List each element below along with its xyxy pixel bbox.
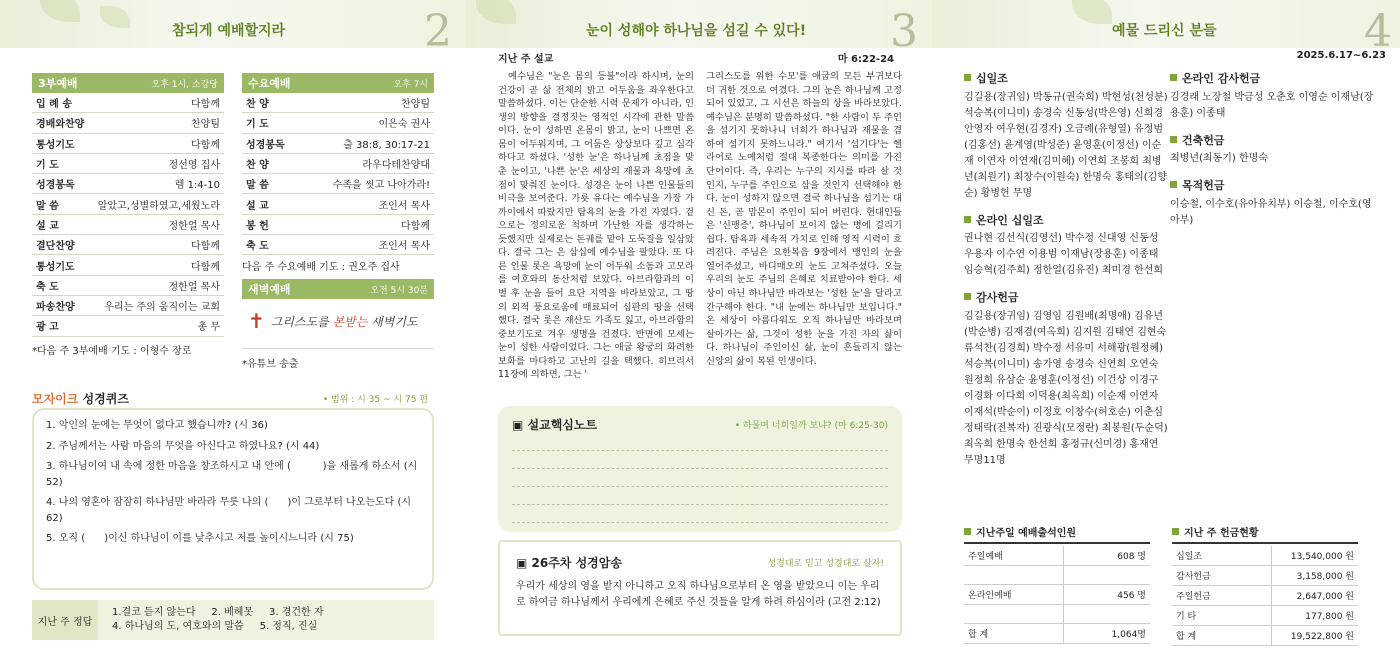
offering-section	[1170, 70, 1374, 122]
summary-value	[1064, 605, 1150, 623]
note-line	[512, 469, 888, 487]
page-3	[466, 0, 932, 662]
worship-row	[32, 154, 224, 174]
worship-item-label: 성경봉독	[246, 139, 285, 151]
worship-item-label: 봉 헌	[246, 220, 269, 232]
worship-item-value: 조인서 목사	[378, 241, 430, 253]
summary-label	[964, 566, 1064, 584]
worship-item-value: 정한얼 목사	[168, 220, 220, 232]
page-number: 2	[424, 6, 452, 57]
offering-col-left	[964, 70, 1170, 479]
offering-section-label: 건축헌금	[1182, 133, 1225, 147]
worship-item-value: 총 무	[197, 322, 220, 334]
wed-name: 수요예배	[248, 77, 291, 90]
worship-row	[32, 316, 224, 336]
worship-item-value: 수족을 씻고 나아가라!	[332, 180, 430, 192]
note-line	[512, 487, 888, 505]
offering-names: 김길용(장귀임) 김영임 김원배(최명애) 김유년(박순병) 김재겸(여옥희) 김지원 김태연 김현숙 류석찬(김경희) 박수정 서유미 서해광(원정혜) 석승복(이니미) 송가영 송경숙 신연희 오연숙 원정희 유삼순 윤영훈(이정선) 이건상 이경구 이경화 이다희 이덕용(최옥희) 이순재 이연자 이재석(박순이) 이정호 이창수(허호순) 이춘심 정태락(전복자) 진광식(모정란) 최봉원(두순덕) 최옥희 한명숙 한선희 홍정규(신미경) 홍재연 무명11명	[964, 310, 1168, 466]
answer-box	[32, 600, 434, 640]
sunday3-header	[32, 73, 224, 93]
summary-value: 13,540,000 원	[1290, 552, 1354, 562]
quiz-range: • 범위 : 시 35 ~ 시 75 편	[322, 395, 428, 405]
leaf-decoration	[476, 0, 516, 24]
summary-label: 온라인예배	[964, 585, 1064, 604]
cross-icon: ✝	[248, 309, 265, 334]
worship-item-value: 라우다테찬양대	[362, 160, 430, 172]
summary-value: 2,647,000 원	[1296, 592, 1354, 602]
summary-label: 감사헌금	[1172, 566, 1272, 585]
offering-section	[964, 70, 1170, 202]
sermon-ref: 마 6:22-24	[837, 54, 894, 65]
worship-item-label: 광 고	[36, 322, 59, 334]
worship-item-label: 경배와찬양	[36, 119, 85, 131]
worship-item-label: 입 례 송	[36, 99, 72, 111]
offering-names: 이승철, 이수호(유아유치부) 이승철, 이수호(영아부)	[1170, 198, 1372, 226]
offering-title: 지난 주 헌금현황	[1172, 524, 1358, 544]
worship-item-label: 파송찬양	[36, 302, 75, 314]
quiz-item: 1. 악인의 눈에는 무엇이 없다고 했습니까? (시 36)	[46, 420, 268, 431]
logo-text-a: 그리스도를	[270, 314, 333, 329]
summary-row	[964, 546, 1150, 566]
worship-item-value: 다함께	[191, 139, 220, 151]
worship-item-label: 기 도	[36, 160, 59, 172]
summary-row	[1172, 566, 1358, 586]
offering-section-label: 온라인 십일조	[976, 213, 1044, 227]
summary-value	[1064, 566, 1150, 584]
page-header	[0, 0, 466, 57]
worship-row	[242, 174, 434, 194]
offering-period: 2025.6.17~6.23	[1296, 50, 1386, 61]
note-box	[498, 406, 902, 532]
quiz-title: 성경퀴즈	[78, 392, 129, 406]
page-4	[932, 0, 1400, 662]
summary-label: 주일예배	[964, 546, 1064, 565]
quiz-item: 5. 오직 ( )이신 하나님이 이를 낮추시고 저를 높이시느니라 (시 75)	[46, 533, 354, 544]
quiz-box	[32, 408, 434, 590]
memo-slogan: 성경대로 믿고 성경대로 살자!	[767, 559, 884, 569]
quiz-item: 2. 주님께서는 사람 마음의 무엇을 아신다고 하였나요? (시 44)	[46, 440, 320, 452]
answer-line: 1.결코 듣지 않는다 2. 베헤못 3. 경건한 자	[112, 607, 324, 618]
offering-section-title	[964, 289, 1170, 307]
worship-row	[242, 235, 434, 255]
summary-value: 19,522,800 원	[1290, 632, 1354, 642]
worship-row	[32, 113, 224, 133]
offering-section-title	[1170, 70, 1374, 88]
sunday3-name: 3부예배	[38, 77, 78, 90]
offering-col-right	[1170, 70, 1374, 239]
leaf-decoration	[100, 6, 130, 28]
worship-item-value: 정한얼 목사	[168, 281, 220, 293]
offering-section-title	[1170, 177, 1374, 195]
sunday3-note: *다음 주 3부예배 기도 : 이형수 장로	[32, 345, 192, 357]
worship-item-value: 정선영 집사	[168, 160, 220, 172]
note-question: • 하물며 너희일까 보냐? (마 6:25-30)	[734, 421, 888, 431]
offering-section-title	[964, 70, 1170, 88]
page-number: 4	[1364, 6, 1392, 57]
summary-row	[964, 605, 1150, 624]
wed-header	[242, 73, 434, 93]
worship-item-label: 설 교	[246, 200, 269, 212]
wed-rows	[242, 93, 434, 255]
worship-item-label: 설 교	[36, 220, 59, 232]
summary-value: 3,158,000 원	[1296, 572, 1354, 582]
worship-item-label: 말 씀	[36, 200, 59, 212]
sunday3-rows	[32, 93, 224, 337]
offering-section-label: 목적헌금	[1182, 179, 1225, 193]
summary-row	[1172, 546, 1358, 566]
worship-row	[242, 194, 434, 214]
summary-label	[964, 605, 1064, 623]
worship-item-label: 찬 양	[246, 160, 269, 172]
worship-item-label: 말 씀	[246, 180, 269, 192]
worship-item-label: 축 도	[246, 241, 269, 253]
offering-section-label: 온라인 감사헌금	[1182, 72, 1261, 85]
memo-text: 우리가 세상의 영을 받지 아니하고 오직 하나님으로부터 온 영을 받았으니 이는 우리로 하여금 하나님께서 우리에게 은혜로 주신 것들을 알게 하려 하심이라 (고전 2:12)	[516, 581, 881, 608]
summary-label: 합 계	[964, 624, 1064, 643]
dawn-note: *유튜브 송출	[242, 348, 434, 370]
dawn-header	[242, 279, 434, 299]
offering-names: 최병년(최동기) 한명숙	[1170, 153, 1268, 165]
dawn-time: 오전 5시 30분	[370, 285, 428, 296]
worship-row	[32, 93, 224, 113]
sermon-col-1: 예수님은 "눈은 몸의 등불"이라 하시며, 눈의 건강이 곧 삶 전체의 밝고 어두움을 좌우한다고 말씀하셨다. 이는 단순한 시력 문제가 아니라, 인생의 방향을 결정짓는 영적인 시각에 관한 말씀이다. 눈이 성하면 온몸이 밝고, 눈이 나쁘면 온몸이 어두워지며, 그 어둠은 상상보다 깊고 심각하다고 하셨다. '성한 눈'은 하나님께 초점을 맞춘 눈이고, '나쁜 눈'은 세상의 재물과 욕망에 초점이 맞춰진 눈이다. 성경은 눈이 나쁜 인물들의 비극을 보여준다. 가룟 유다는 예수님을 가장 가까이에서 따랐지만 탐욕의 눈을 가진 자였다. 겉으로는 정의로운 척하며 가난한 자를 생각하는 듯했지만 실제로는 돈궤를 맡아 도둑질을 일삼았다. 결국 그는 은 삼십에 예수님을 팔았다. 또 다른 인물 롯은 욕망에 눈이 어두워 소돔과 고모라를 여호와의 동산처럼 보았다. 아브라함과의 이별 후 눈을 들어 요단 지역을 바라보았고, 그 땅의 외적 풍요로움에 매료되어 심판의 땅을 선택했다. 결국 롯은 재산도 가족도 잃고, 아브라함의 중보기도로 겨우 생명을 건졌다. 반면에 모세는 눈이 성한 사람이었다. 그는 애굽 왕궁의 화려한 보화를 마다하고 고난의 길을 택했다. 히브리서 11장에 의하면, 그는 '	[498, 71, 694, 381]
worship-item-value: 다함께	[401, 220, 430, 232]
offering-table	[1172, 524, 1358, 646]
worship-row	[32, 194, 224, 214]
worship-item-label: 결단찬양	[36, 241, 75, 253]
offering-names: 권나현 김선식(김영선) 박수정 신대영 신동성 우용자 이수연 이용범 이재남(장용훈) 이종태 임승혁(김주희) 정한얼(김유진) 최미경 한선희	[964, 233, 1164, 277]
worship-item-value: 우리는 주의 움직이는 교회	[104, 302, 220, 314]
page-title: 예물 드리신 분들	[1112, 23, 1217, 39]
quiz-header	[32, 390, 428, 407]
wed-note: 다음 주 수요예배 기도 : 권오주 집사	[242, 262, 400, 274]
summary-value: 177,800 원	[1305, 612, 1354, 622]
answer-text	[98, 606, 324, 634]
dawn-name: 새벽예배	[248, 283, 291, 297]
summary-value: 1,064명	[1111, 630, 1146, 640]
summary-label: 십일조	[1172, 546, 1272, 565]
sunday3-time: 오후 1시, 소강당	[151, 79, 218, 90]
worship-row	[242, 113, 434, 133]
summary-label: 기 타	[1172, 606, 1272, 625]
wed-table	[242, 73, 434, 370]
note-line	[512, 433, 888, 451]
worship-item-label: 통성기도	[36, 139, 75, 151]
offering-section-title	[1170, 132, 1374, 150]
worship-item-label: 찬 양	[246, 99, 269, 111]
offering-names: 김길용(장귀임) 박동규(권숙희) 박현성(천성분) 석승복(이니미) 송경숙 신동성(박은영) 신희경 안영자 여우현(김경자) 오금례(유형열) 유정범(김홍선) 윤계영(박성준) 윤영훈(이정선) 이순재 이연자 이연재(김미혜) 이연희 조봉희 최병년(최원기) 최창수(이원숙) 한명숙 홍태의(김향순) 황병헌 무명	[964, 91, 1168, 199]
offering-section-label: 감사헌금	[976, 291, 1019, 305]
worship-row	[32, 235, 224, 255]
worship-item-label: 축 도	[36, 281, 59, 293]
note-line	[512, 451, 888, 469]
worship-item-label: 성경봉독	[36, 180, 75, 192]
page-title: 눈이 성해야 하나님을 섬길 수 있다!	[586, 23, 807, 39]
logo-text-b: 본받는	[332, 314, 368, 329]
worship-item-value: 찬양팀	[191, 119, 220, 131]
worship-item-value: 알았고,성별하였고,세웠노라	[97, 200, 220, 212]
leaf-decoration	[1072, 0, 1112, 24]
worship-item-value: 출 38:8, 30:17-21	[343, 139, 430, 151]
summary-value: 456 명	[1117, 591, 1146, 601]
summary-row	[1172, 586, 1358, 606]
page-number: 3	[890, 6, 918, 57]
page-title: 참되게 예배할지라	[172, 23, 286, 39]
answer-label: 지난 주 정답	[32, 600, 98, 640]
note-title: ▣ 설교핵심노트	[512, 418, 598, 432]
summary-row	[964, 624, 1150, 644]
offering-section-label: 십일조	[976, 72, 1008, 85]
summary-row	[1172, 606, 1358, 626]
offering-section	[964, 289, 1170, 469]
leaf-decoration	[40, 0, 80, 22]
summary-label: 주일헌금	[1172, 586, 1272, 605]
sermon-top	[498, 50, 894, 65]
memo-title: ▣ 26주차 성경암송	[516, 556, 622, 570]
sunday3-table	[32, 73, 224, 357]
worship-row	[32, 134, 224, 154]
worship-item-label: 기 도	[246, 119, 269, 131]
sermon-col-2: 그리스도를 위한 수모'를 애굽의 모든 부귀보다 더 귀한 것으로 여겼다. 그의 눈은 하나님께 고정되어 있었고, 그 시선은 하늘의 상을 바라보았다. 예수님은 분명히 말씀하셨다. "한 사람이 두 주인을 섬기지 못하나니 너희가 하나님과 재물을 겸하여 섬기지 못하느니라." 여기서 '섬기다'는 헬라어로 노예처럼 절대 복종한다는 의미를 가진 단어이다. 즉, 우리는 누구의 지시를 따라 살 것인지, 누구를 주인으로 삼을 것인지 선택해야 한다. 눈이 성하지 않으면 결국 하나님을 섬기는 대신 돈, 곧 맘몬이 주인이 되어 버린다. 현대인들은 '신맹증', 하나님이 보이지 않는 병에 걸리기 쉽다. 탐욕과 세속적 가치로 인해 영적 시력이 흐려진다. 주님은 요한복음 9장에서 맹인의 눈을 열어주셨고, 바디매오의 눈도 고쳐주셨다. 오늘 우리의 눈도 주님의 은혜로 치료받아야 한다. 세상이 아닌 하나님만 바라보는 '성한 눈'을 달라고 간구해야 한다. "내 눈에는 하나님만 보입니다." 온 세상이 아름다워도 오직 하나님만 바라보며 살아가는 삶, 그것이 성한 눈을 가진 자의 삶이다. 하나님이 주인이신 삶, 눈이 흔들리지 않는 신앙의 삶이 복된 인생이다.	[706, 71, 902, 367]
worship-item-value: 찬양팀	[401, 99, 430, 111]
worship-row	[242, 134, 434, 154]
worship-row	[32, 296, 224, 316]
worship-item-value: 이은숙 권사	[378, 119, 430, 131]
attendance-title: 지난주일 예배출석인원	[964, 524, 1150, 544]
memory-verse-box	[498, 540, 902, 636]
worship-item-value: 렘 1:4-10	[174, 180, 220, 192]
summary-value: 608 명	[1117, 552, 1146, 562]
logo-text-c: 새벽기도	[367, 314, 418, 329]
worship-row	[242, 215, 434, 235]
offering-names: 김경래 노장철 박금성 오춘호 이영순 이재남(장용훈) 이종태	[1170, 91, 1374, 119]
summary-label: 합 계	[1172, 626, 1272, 645]
quiz-item: 4. 나의 영혼아 잠잠히 하나님만 바라라 무릇 나의 ( )이 그로부터 나오는도다 (시 62)	[46, 497, 415, 524]
worship-row	[32, 276, 224, 296]
offering-section	[964, 212, 1170, 280]
page-header	[466, 0, 932, 57]
offering-section	[1170, 132, 1374, 168]
worship-item-value: 다함께	[191, 241, 220, 253]
worship-item-value: 다함께	[191, 261, 220, 273]
worship-item-label: 통성기도	[36, 261, 75, 273]
offering-section	[1170, 177, 1374, 229]
note-line	[512, 505, 888, 523]
worship-item-value: 다함께	[191, 99, 220, 111]
quiz-brand: 모자이크	[32, 392, 79, 406]
worship-row	[242, 93, 434, 113]
summary-row	[964, 566, 1150, 585]
answer-line: 4. 하나님의 도, 여호와의 말씀 5. 정직, 진실	[112, 621, 318, 632]
sermon-label: 지난 주 설교	[498, 54, 554, 65]
attendance-table	[964, 524, 1150, 644]
dawn-logo	[242, 299, 434, 343]
wed-time: 오후 7시	[393, 79, 428, 90]
offering-section-title	[964, 212, 1170, 230]
summary-row	[964, 585, 1150, 605]
worship-row	[242, 154, 434, 174]
worship-row	[32, 174, 224, 194]
worship-row	[32, 255, 224, 275]
page-2	[0, 0, 466, 662]
summary-row	[1172, 626, 1358, 646]
quiz-item: 3. 하나님이여 내 속에 정한 마음을 창조하시고 내 안에 ( )을 새롭게 하소서 (시 52)	[46, 461, 421, 488]
worship-row	[32, 215, 224, 235]
worship-item-value: 조인서 목사	[378, 200, 430, 212]
